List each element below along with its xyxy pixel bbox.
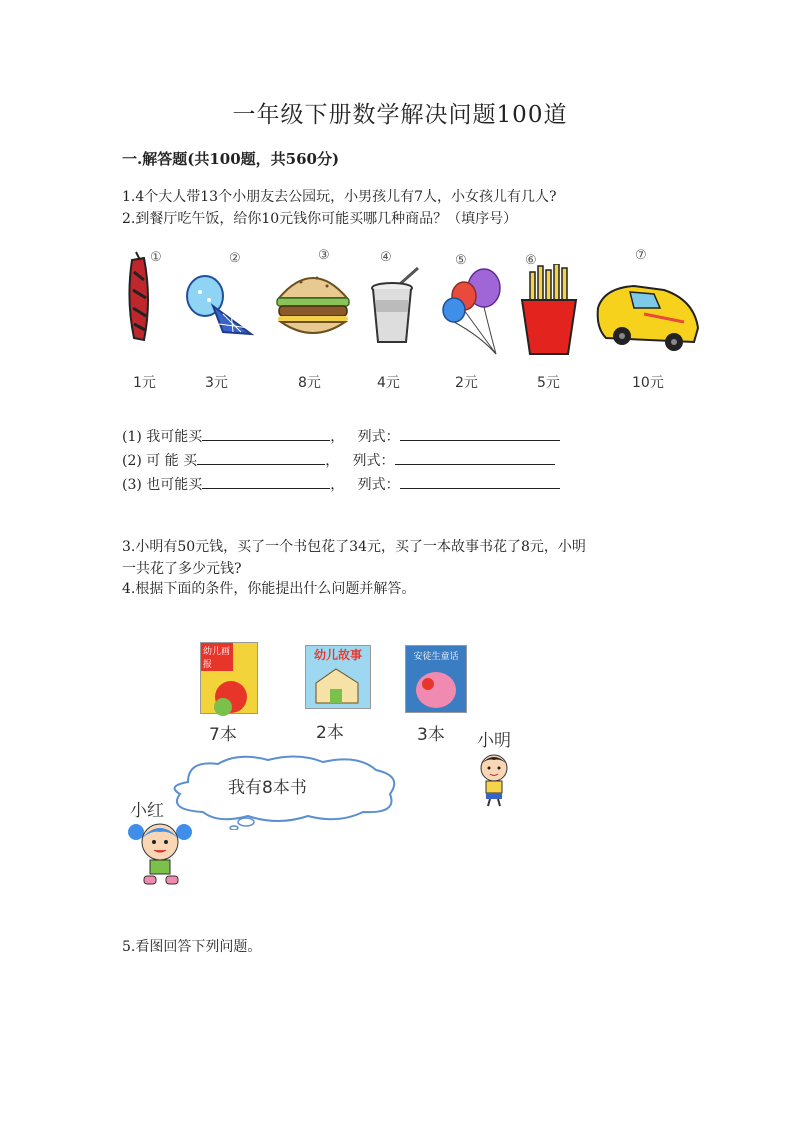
- question-2: 2.到餐厅吃午饭，给你10元钱你可能买哪几种商品？（填序号）: [122, 211, 518, 227]
- hamburger-icon: [273, 262, 353, 342]
- answer-blank[interactable]: [202, 474, 330, 489]
- girl-name: 小红: [130, 801, 164, 821]
- item-number: ①: [150, 250, 162, 265]
- fill-row: (2) 可 能 买 ， 列式：: [122, 450, 555, 470]
- question-5: 5.看图回答下列问题。: [122, 939, 262, 955]
- answer-blank[interactable]: [197, 450, 325, 465]
- page-title: 一年级下册数学解决问题100道: [232, 102, 568, 128]
- formula-label: 列式：: [357, 429, 400, 445]
- fill-row: (1) 我可能买 ， 列式：: [122, 426, 560, 446]
- question-3-line-2: 一共花了多少元钱?: [122, 561, 242, 577]
- formula-label: 列式：: [352, 453, 395, 469]
- formula-blank[interactable]: [400, 426, 560, 441]
- item-number: ⑥: [525, 253, 537, 268]
- item-number: ④: [380, 250, 392, 265]
- book-cover-title: 幼儿画报: [201, 643, 233, 671]
- sausage-icon: [120, 250, 160, 345]
- item-price: 3元: [205, 375, 228, 391]
- book-cover-2: [305, 645, 371, 709]
- fill-row-label: (3) 也可能买: [122, 477, 203, 493]
- book-cover-title: 安徒生童话: [413, 652, 459, 662]
- girl-icon: [126, 818, 196, 890]
- boy-name: 小明: [477, 731, 511, 751]
- answer-blank[interactable]: [202, 426, 330, 441]
- fill-row: (3) 也可能买 ， 列式：: [122, 474, 560, 494]
- book-count: 7本: [209, 725, 237, 745]
- item-price: 1元: [133, 375, 156, 391]
- boy-icon: [470, 752, 520, 808]
- book-cover-1: [200, 642, 258, 714]
- question-1: 1.4个大人带13个小朋友去公园玩，小男孩儿有7人，小女孩儿有几人?: [122, 189, 557, 205]
- formula-label: 列式：: [357, 477, 400, 493]
- book-count: 2本: [316, 723, 344, 743]
- item-price: 10元: [632, 375, 664, 391]
- fill-row-label: (1) 我可能买: [122, 429, 203, 445]
- formula-blank[interactable]: [395, 450, 555, 465]
- item-price: 8元: [298, 375, 321, 391]
- item-number: ③: [318, 248, 330, 263]
- item-price: 5元: [537, 375, 560, 391]
- toy-car-icon: [594, 268, 704, 356]
- item-price: 2元: [455, 375, 478, 391]
- book-cover-title: 幼儿故事: [313, 648, 362, 662]
- speech-text: 我有8本书: [228, 778, 307, 798]
- section-heading: 一.解答题(共100题，共560分): [122, 150, 340, 168]
- ice-cream-icon: [183, 272, 258, 342]
- fries-icon: [520, 264, 580, 356]
- book-count: 3本: [417, 725, 445, 745]
- item-number: ⑤: [455, 253, 467, 268]
- item-price: 4元: [377, 375, 400, 391]
- question-4: 4.根据下面的条件，你能提出什么问题并解答。: [122, 581, 416, 597]
- balloons-icon: [440, 266, 510, 356]
- item-number: ⑦: [635, 248, 647, 263]
- item-number: ②: [229, 251, 241, 266]
- formula-blank[interactable]: [400, 474, 560, 489]
- fill-row-label: (2) 可 能 买: [122, 453, 198, 469]
- book-cover-3: [405, 645, 467, 713]
- drink-cup-icon: [368, 266, 428, 346]
- question-3-line-1: 3.小明有50元钱，买了一个书包花了34元，买了一本故事书花了8元，小明: [122, 539, 586, 555]
